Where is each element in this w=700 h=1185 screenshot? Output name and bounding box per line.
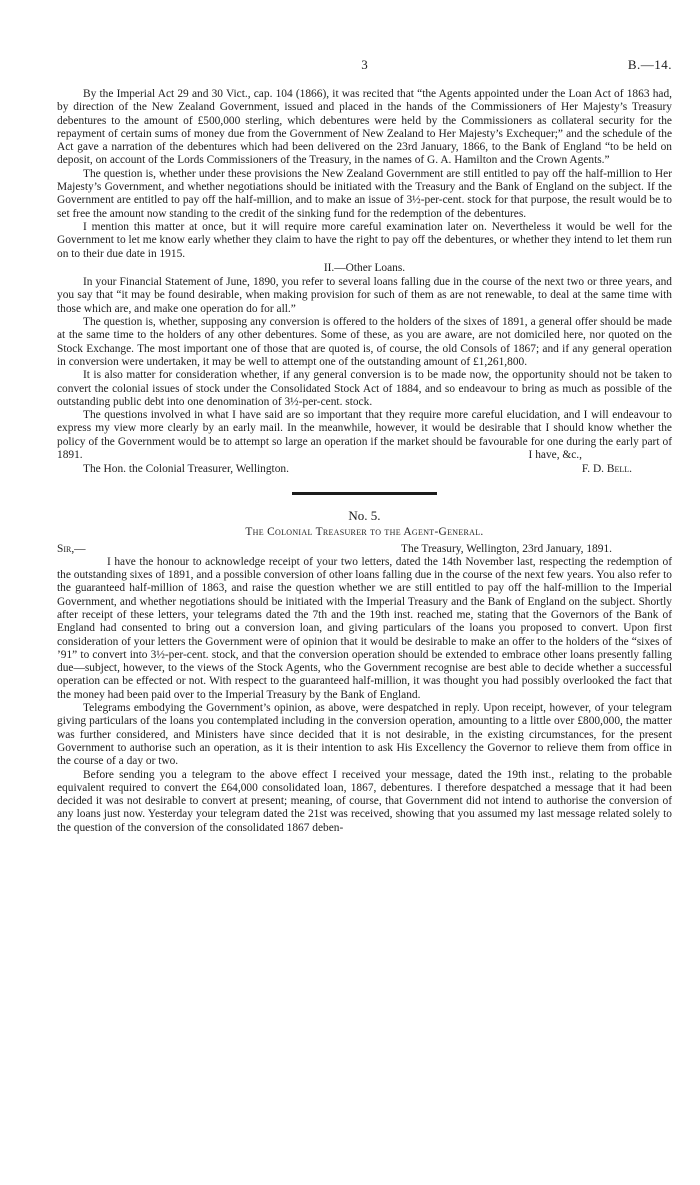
- body-paragraph: Telegrams embodying the Government’s opinion, as above, were despatched in reply. Upon receipt, however, of your telegram giving particulars of the loans you contemplated including in the conversion operation, amounting to a little over £800,000, the matter was further considered, and Ministers have since decided that it is not desirable, in the existing circumstances, for the present Government to authorise such an operation, as it is their intention to ask His Excellency the Governor to relieve them from office in the course of a day or two.: [57, 702, 672, 768]
- closing: I have, &c.,: [528, 449, 582, 462]
- signature-line: [57, 463, 672, 476]
- addressee: The Hon. the Colonial Treasurer, Wellington.: [83, 462, 289, 475]
- salutation-row: [57, 543, 672, 556]
- page-header: [57, 58, 672, 88]
- place-date: The Treasury, Wellington, 23rd January, 1891.: [401, 542, 612, 555]
- body-paragraph: The question is, whether under these provisions the New Zealand Government are still entitled to pay off the half-million to Her Majesty’s Government, and whether negotiations should be initiated with the Treasury and the Bank of England on the subject. If the Government are entitled to pay off the half-million, and to make an issue of 3½-per-cent. stock for that purpose, the result would be to set free the amount now standing to the credit of the sinking fund for the redemption of the debentures.: [57, 167, 672, 220]
- document-reference: B.—14.: [627, 57, 672, 72]
- document-page: [57, 58, 672, 1178]
- body-paragraph: The question is, whether, supposing any conversion is offered to the holders of the sixes of 1891, a general offer should be made at the same time to the holders of any other debentures. Some of these, as you are aware, are not domiciled here, nor quoted on the Stock Exchange. The most important one of those that are quoted is, of course, the old Consols of 1867; and if any general operation in conversion were undertaken, it may be well to attempt one of the outstanding amount of £1,261,800.: [57, 316, 672, 368]
- page-number: 3: [361, 57, 368, 72]
- section-heading: II.—Other Loans.: [323, 261, 406, 274]
- letter-title: The Colonial Treasurer to the Agent-General.: [245, 526, 484, 539]
- letter-no-5: [57, 509, 672, 835]
- letter-continued: [57, 88, 672, 476]
- section-divider: [292, 492, 437, 495]
- signature: F. D. Bell.: [581, 462, 632, 475]
- body-paragraph: I have the honour to acknowledge receipt of your two letters, dated the 14th November last, respecting the redemption of the outstanding sixes of 1891, and a possible conversion of other loans falling due in the course of the next few years. You also refer to the guaranteed half-million of 1863, and raise the question whether we are still entitled to pay off the half-million to the Imperial Government, and whether negotiations should be initiated with the Imperial Treasury and the Bank of England on the subject. Shortly after receipt of these letters, your telegrams dated the 7th and the 19th inst. reached me, stating that the Governors of the Bank of England had consented to bring out a conversion loan, and giving particulars of the loans you proposed to convert. Upon first consideration of your letters the Government were of opinion that it would be desirable to make an offer to the holders of the “sixes of ’91” to convert into 3½-per-cent. stock, and that the conversion operation should be extended to embrace other loans presently falling due—subject, however, to the views of the Stock Agents, who the Government recognise are best able to decide whether a successful operation can be effected or not. With respect to the guaranteed half-million, it was thought you had possibly overlooked the fact that the money had been paid over to the Imperial Treasury by the Bank of England.: [57, 555, 672, 701]
- body-paragraph: It is also matter for consideration whether, if any general conversion is to be made now, the opportunity should not be taken to convert the colonial issues of stock under the Consolidated Stock Act of 1884, and so endeavour to bring as much as possible of the outstanding public debt into one denomination of 3½-per-cent. stock.: [57, 369, 672, 408]
- body-paragraph: I mention this matter at once, but it will require more careful examination later on. Nevertheless it would be well for the Government to let me know early whether they claim to have the right to pay off the debentures, or whether they intend to let them run on to their due date in 1915.: [57, 220, 672, 260]
- salutation: Sir,—: [57, 542, 86, 555]
- body-paragraph: In your Financial Statement of June, 1890, you refer to several loans falling due in the course of the next two or three years, and you say that “it may be found desirable, when making provision for such of them as are not renewable, to deal at the same time with those which are, and make one operation do for all.”: [57, 276, 672, 315]
- body-paragraph: Before sending you a telegram to the above effect I received your message, dated the 19th inst., relating to the probable equivalent required to convert the £64,000 consolidated loan, 1867, debentures. I therefore despatched a message that it had been decided it was not desirable to convert at present; meaning, of course, that Government did not intend to authorise the conversion of any loans just now. Yesterday your telegram dated the 21st was received, showing that you assumed my last message related solely to the question of the conversion of the consolidated 1867 deben-: [57, 768, 672, 834]
- body-paragraph: The questions involved in what I have said are so important that they require more careful elucidation, and I will endeavour to express my view more clearly by an early mail. In the meanwhile, however, it would be desirable that I should know whether the policy of the Government would be to attempt so large an operation if the market should be favourable for one during the early part of 1891.: [57, 409, 672, 462]
- letter-number: No. 5.: [348, 507, 381, 523]
- body-paragraph: By the Imperial Act 29 and 30 Vict., cap. 104 (1866), it was recited that “the Agents appointed under the Loan Act of 1863 had, by direction of the New Zealand Government, issued and placed in the hands of the Commissioners of Her Majesty’s Treasury debentures to the amount of £500,000 sterling, which debentures were held by the Commissioners as collateral security for the repayment of certain sums of money due from the Government of New Zealand to Her Majesty’s Exchequer;” and the schedule of the Act gave a narration of the debentures which had been delivered on the 23rd January, 1866, to the Bank of England “to be held on deposit, on account of the Lords Commissioners of the Treasury, in the names of G. A. Hamilton and the Crown Agents.”: [57, 88, 672, 167]
